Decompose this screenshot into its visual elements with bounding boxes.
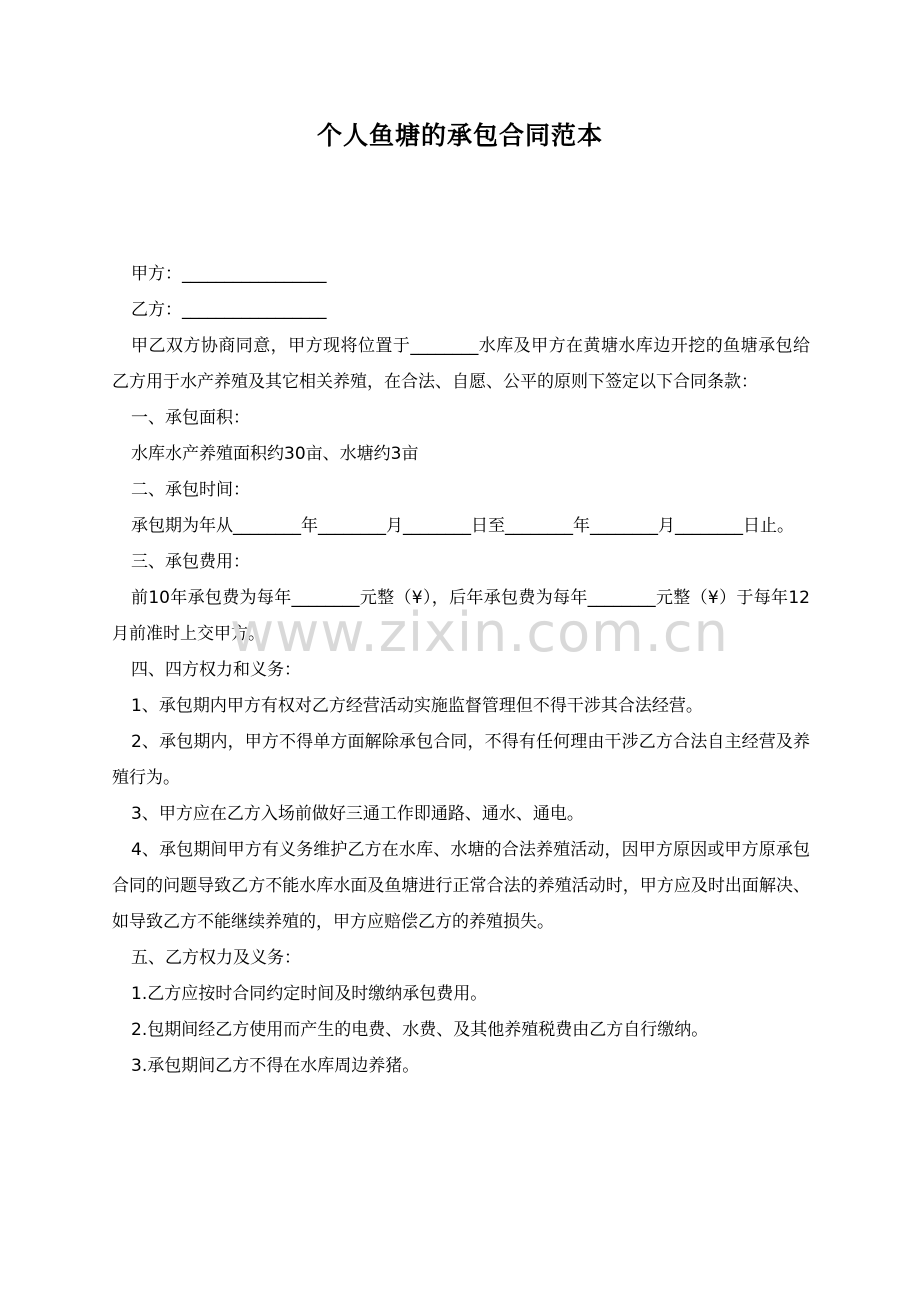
party-a-line: 甲方：_________________: [131, 264, 327, 284]
party-b-clause-3: 3.承包期间乙方不得在水库周边养猪。: [131, 1056, 420, 1076]
party-b-clause-1: 1.乙方应按时合同约定时间及时缴纳承包费用。: [131, 984, 488, 1004]
section-heading-term: 二、承包时间：: [131, 480, 250, 500]
section-heading-area: 一、承包面积：: [131, 408, 250, 428]
party-a-clause-3: 3、甲方应在乙方入场前做好三通工作即通路、通水、通电。: [131, 804, 584, 824]
document-body: [112, 256, 810, 1084]
section-heading-party-b-rights: 五、乙方权力及义务：: [131, 948, 301, 968]
intro-paragraph: 甲乙双方协商同意，甲方现将位置于________水库及甲方在黄塘水库边开挖的鱼塘承包给乙方用于水产养殖及其它相关养殖，在合法、自愿、公平的原则下签定以下合同条款：: [112, 336, 810, 392]
area-detail: 水库水产养殖面积约30亩、水塘约3亩: [131, 444, 419, 464]
party-b-line: 乙方：_________________: [131, 300, 327, 320]
section-heading-fee: 三、承包费用：: [131, 552, 250, 572]
party-b-clause-2: 2.包期间经乙方使用而产生的电费、水费、及其他养殖税费由乙方自行缴纳。: [131, 1020, 709, 1040]
party-a-clause-4: 4、承包期间甲方有义务维护乙方在水库、水塘的合法养殖活动，因甲方原因或甲方原承包合同的问题导致乙方不能水库水面及鱼塘进行正常合法的养殖活动时，甲方应及时出面解决、如导致乙方不能继续养殖的，甲方应赔偿乙方的养殖损失。: [112, 840, 810, 932]
term-detail: 承包期为年从________年________月________日至________年________月________日止。: [131, 516, 794, 536]
watermark-text: www.zixin.com.cn: [230, 601, 729, 664]
section-heading-party-a-rights: 四、四方权力和义务：: [131, 660, 301, 680]
fee-detail: 前10年承包费为每年________元整（¥），后年承包费为每年________元整（¥）于每年12月前准时上交甲方。: [112, 588, 810, 644]
document-title: 个人鱼塘的承包合同范本: [316, 121, 603, 150]
party-a-clause-2: 2、承包期内，甲方不得单方面解除承包合同，不得有任何理由干涉乙方合法自主经营及养殖行为。: [112, 732, 810, 788]
party-a-clause-1: 1、承包期内甲方有权对乙方经营活动实施监督管理但不得干涉其合法经营。: [131, 696, 703, 716]
